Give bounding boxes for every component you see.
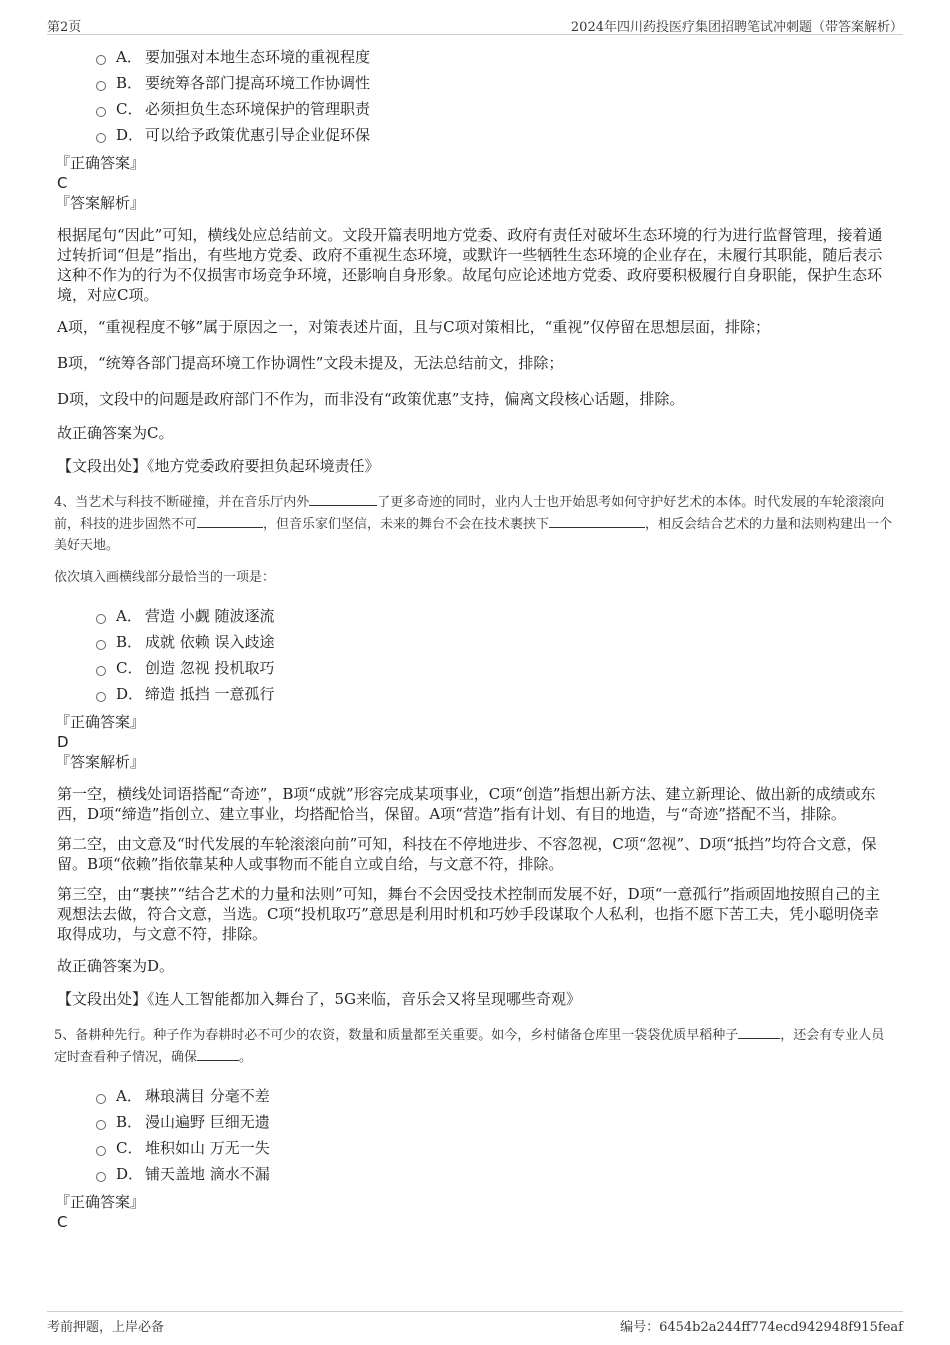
- q3-analysis-label: 『答案解析』: [55, 194, 146, 212]
- fill-blank: [197, 513, 263, 528]
- q3-option-a[interactable]: A． 要加强对本地生态环境的重视程度: [96, 45, 893, 71]
- q3-source: 【文段出处】《地方党委政府要担负起环境责任》: [57, 457, 380, 475]
- q4-options: [96, 604, 893, 708]
- q3-answer-label: 『正确答案』: [55, 154, 146, 172]
- footer-slogan: 考前押题，上岸必备: [47, 1320, 165, 1335]
- radio-icon[interactable]: [96, 81, 106, 91]
- q5-option-a[interactable]: A． 琳琅满目 分毫不差: [96, 1084, 893, 1110]
- page-footer: [47, 1311, 903, 1336]
- q4-prompt: 依次填入画横线部分最恰当的一项是：: [54, 570, 276, 585]
- q3-option-c[interactable]: C． 必须担负生态环境保护的管理职责: [96, 97, 893, 123]
- q3-option-b[interactable]: B． 要统筹各部门提高环境工作协调性: [96, 71, 893, 97]
- q4-analysis-paragraph: 第二空，由文意及“时代发展的车轮滚滚向前”可知，科技在不停地进步、不容忽视，C项“忽视”、D项“抵挡”均符合文意，保留。B项“依赖”指依靠某种人或事物而不能自立或自给，与文意不符，排除。: [57, 835, 877, 873]
- q5-option-d[interactable]: D． 铺天盖地 滴水不漏: [96, 1162, 893, 1188]
- q4-option-d[interactable]: D． 缔造 抵挡 一意孤行: [96, 682, 893, 708]
- radio-icon[interactable]: [96, 133, 106, 143]
- q4-analysis-label: 『答案解析』: [55, 753, 146, 771]
- page-content: [54, 45, 893, 1232]
- q4-source: 【文段出处】《连人工智能都加入舞台了，5G来临，音乐会又将呈现哪些奇观》: [57, 990, 582, 1008]
- q5-option-c[interactable]: C． 堆积如山 万无一失: [96, 1136, 893, 1162]
- q4-option-c[interactable]: C． 创造 忽视 投机取巧: [96, 656, 893, 682]
- q3-options: [96, 45, 893, 149]
- q4-stem: 4、当艺术与科技不断碰撞，并在音乐厅内外 了更多奇迹的同时，业内人士也开始思考如何守护好艺术的本体。时代发展的车轮滚滚向前，科技的进步固然不可 ，但音乐家们坚信，未来的舞台不会在技术裹挟下 ，相反会结合艺术的力量和法则构建出一个美好天地。: [54, 491, 893, 556]
- q3-analysis-paragraph: D项，文段中的问题是政府部门不作为，而非没有“政策优惠”支持，偏离文段核心话题，排除。: [57, 390, 685, 408]
- radio-icon[interactable]: [96, 1094, 106, 1104]
- q3-analysis-paragraph: A项，“重视程度不够”属于原因之一，对策表述片面，且与C项对策相比，“重视”仅停留在思想层面，排除；: [57, 318, 770, 336]
- radio-icon[interactable]: [96, 107, 106, 117]
- q5-stem: 5、备耕种先行。种子作为春耕时必不可少的农资，数量和质量都至关重要。如今，乡村储备仓库里一袋袋优质早稻种子 ，还会有专业人员定时查看种子情况，确保 。: [54, 1024, 893, 1068]
- q5-answer-label: 『正确答案』: [55, 1193, 146, 1211]
- radio-icon[interactable]: [96, 692, 106, 702]
- q3-analysis-paragraph: 根据尾句“因此”可知，横线处应总结前文。文段开篇表明地方党委、政府有责任对破坏生态环境的行为进行监督管理，接着通过转折词“但是”指出，有些地方党委、政府不重视生态环境，或默许一些牺牲生态环境的企业存在，未履行其职能，随后表示这种不作为的行为不仅损害市场竞争环境，还影响自身形象。故尾句应论述地方党委、政府要积极履行自身职能，保护生态环境，对应C项。: [57, 226, 883, 304]
- radio-icon[interactable]: [96, 1172, 106, 1182]
- radio-icon[interactable]: [96, 666, 106, 676]
- radio-icon[interactable]: [96, 55, 106, 65]
- q5-option-b[interactable]: B． 漫山遍野 巨细无遗: [96, 1110, 893, 1136]
- q4-analysis-paragraph: 故正确答案为D。: [57, 957, 175, 975]
- fill-blank: [738, 1024, 780, 1039]
- q4-option-a[interactable]: A． 营造 小觑 随波逐流: [96, 604, 893, 630]
- fill-blank: [197, 1046, 239, 1061]
- q4-analysis-paragraph: 第三空，由“裹挟”“结合艺术的力量和法则”可知，舞台不会因受技术控制而发展不好，D项“一意孤行”指顽固地按照自己的主观想法去做，符合文意，当选。C项“投机取巧”意思是利用时机和巧妙手段谋取个人私利，也指不愿下苦工夫，凭小聪明侥幸取得成功，与文意不符，排除。: [57, 885, 881, 943]
- fill-blank: [309, 491, 377, 506]
- document-id: 编号：6454b2a244ff774ecd942948f915feaf: [620, 1320, 903, 1335]
- q3-answer: C: [57, 174, 68, 192]
- page-header: [47, 14, 903, 35]
- q3-analysis-paragraph: 故正确答案为C。: [57, 424, 174, 442]
- q4-answer-label: 『正确答案』: [55, 713, 146, 731]
- q4-option-b[interactable]: B． 成就 依赖 误入歧途: [96, 630, 893, 656]
- q5-answer: C: [57, 1213, 68, 1231]
- q5-options: [96, 1084, 893, 1188]
- radio-icon[interactable]: [96, 614, 106, 624]
- radio-icon[interactable]: [96, 640, 106, 650]
- page-number: 第2页: [47, 20, 82, 35]
- q3-option-d[interactable]: D． 可以给予政策优惠引导企业促环保: [96, 123, 893, 149]
- radio-icon[interactable]: [96, 1146, 106, 1156]
- q3-analysis-paragraph: B项，“统筹各部门提高环境工作协调性”文段未提及，无法总结前文，排除；: [57, 354, 564, 372]
- q4-answer: D: [57, 733, 69, 751]
- document-title: 2024年四川药投医疗集团招聘笔试冲刺题（带答案解析）: [570, 20, 903, 35]
- fill-blank: [549, 513, 645, 528]
- q4-analysis-paragraph: 第一空，横线处词语搭配“奇迹”，B项“成就”形容完成某项事业，C项“创造”指想出新方法、建立新理论、做出新的成绩或东西，D项“缔造”指创立、建立事业，均搭配恰当，保留。A项“营造”指有计划、有目的地造，与“奇迹”搭配不当，排除。: [57, 785, 876, 823]
- radio-icon[interactable]: [96, 1120, 106, 1130]
